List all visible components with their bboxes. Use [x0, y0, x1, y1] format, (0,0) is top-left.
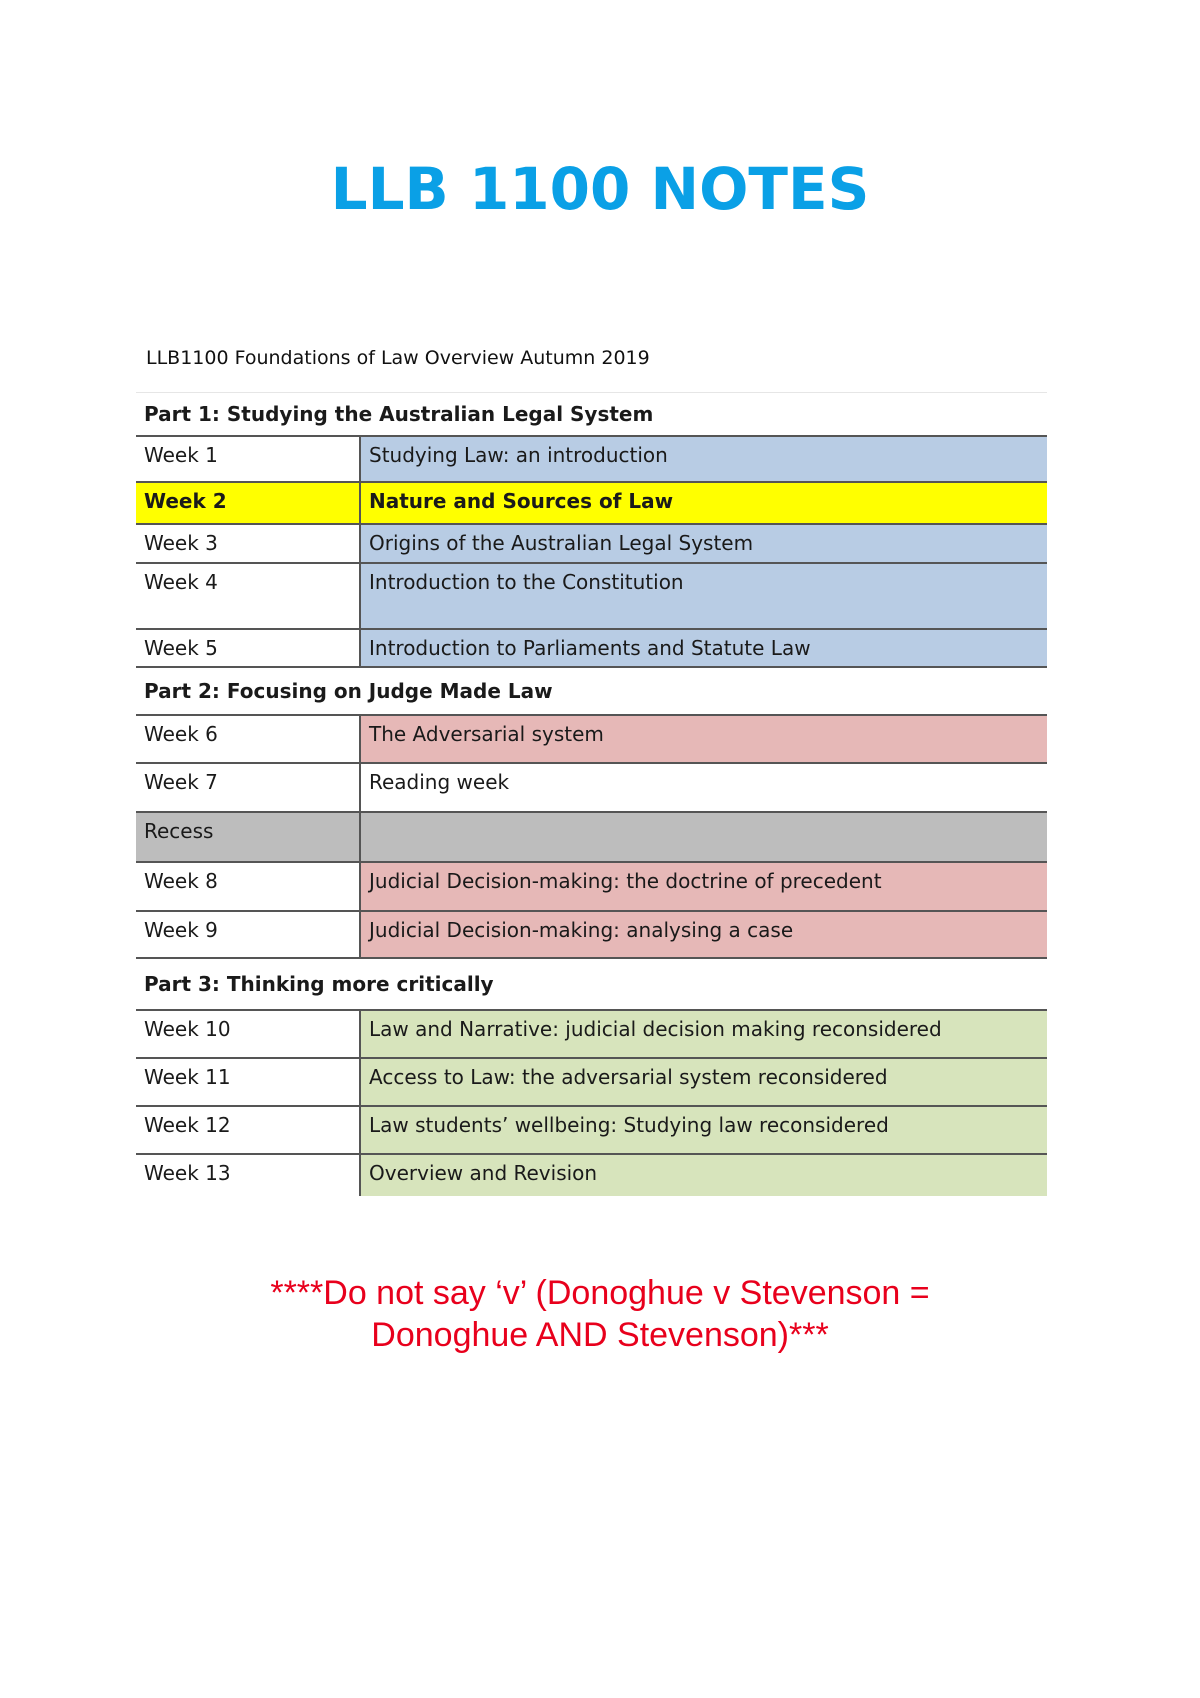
table-row-recess [136, 811, 1047, 861]
table-row [136, 628, 1047, 668]
week-cell: Week 4 [136, 564, 359, 628]
topic-cell: Studying Law: an introduction [359, 437, 1047, 481]
table-row [136, 910, 1047, 959]
week-cell: Week 9 [136, 912, 359, 957]
topic-cell: Judicial Decision-making: the doctrine of precedent [359, 863, 1047, 910]
week-cell: Week 13 [136, 1155, 359, 1196]
topic-cell: Origins of the Australian Legal System [359, 525, 1047, 562]
part-3-heading: Part 3: Thinking more critically [144, 972, 494, 996]
topic-cell: Nature and Sources of Law [359, 483, 1047, 523]
week-cell: Week 8 [136, 863, 359, 910]
topic-cell: Law students’ wellbeing: Studying law reconsidered [359, 1107, 1047, 1153]
week-cell: Week 5 [136, 630, 359, 666]
topic-cell: The Adversarial system [359, 716, 1047, 762]
week-cell: Week 11 [136, 1059, 359, 1105]
table-row [136, 523, 1047, 562]
topic-cell: Introduction to the Constitution [359, 564, 1047, 628]
week-cell: Week 3 [136, 525, 359, 562]
table-row [136, 762, 1047, 811]
table-row [136, 1057, 1047, 1105]
topic-cell: Judicial Decision-making: analysing a case [359, 912, 1047, 957]
warning-line-1: ****Do not say ‘v’ (Donoghue v Stevenson = [270, 1274, 930, 1312]
table-row [136, 1009, 1047, 1057]
topic-cell: Introduction to Parliaments and Statute Law [359, 630, 1047, 666]
week-cell: Week 6 [136, 716, 359, 762]
warning-line-2: Donoghue AND Stevenson)*** [371, 1316, 829, 1354]
table-row [136, 861, 1047, 910]
week-cell: Week 7 [136, 764, 359, 811]
topic-cell [359, 813, 1047, 861]
warning-note [0, 1272, 1200, 1356]
topic-cell: Law and Narrative: judicial decision making reconsidered [359, 1011, 1047, 1057]
week-cell: Week 10 [136, 1011, 359, 1057]
course-schedule-table [136, 392, 1047, 1196]
week-cell: Week 2 [136, 483, 359, 523]
table-row [136, 562, 1047, 628]
table-row [136, 1105, 1047, 1153]
week-cell: Recess [136, 813, 359, 861]
table-row [136, 435, 1047, 481]
topic-cell: Access to Law: the adversarial system reconsidered [359, 1059, 1047, 1105]
topic-cell: Reading week [359, 764, 1047, 811]
part-1-heading: Part 1: Studying the Australian Legal System [136, 392, 1047, 435]
table-row [136, 714, 1047, 762]
table-row-highlighted [136, 481, 1047, 523]
part-2-heading: Part 2: Focusing on Judge Made Law [144, 679, 553, 703]
topic-cell: Overview and Revision [359, 1155, 1047, 1196]
week-cell: Week 1 [136, 437, 359, 481]
overview-caption: LLB1100 Foundations of Law Overview Autumn 2019 [146, 347, 650, 369]
week-cell: Week 12 [136, 1107, 359, 1153]
document-title: LLB 1100 NOTES [330, 155, 870, 223]
table-row [136, 1153, 1047, 1196]
